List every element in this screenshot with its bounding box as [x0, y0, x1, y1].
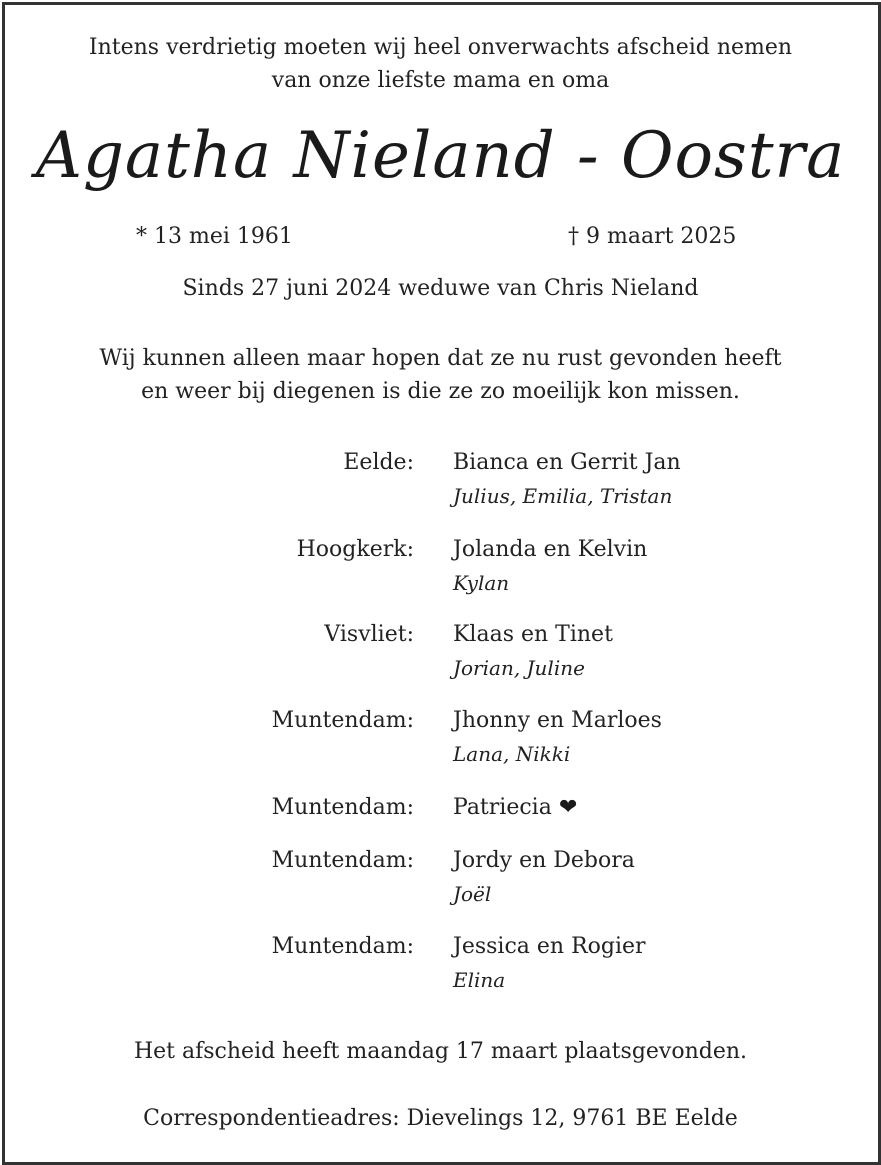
family-children: Lana, Nikki	[453, 742, 571, 766]
quote-line-1: Wij kunnen alleen maar hopen dat ze nu rust gevonden heeft	[99, 346, 782, 371]
family-children: Elina	[453, 968, 506, 992]
family-names: Jessica en Rogier	[453, 934, 646, 959]
family-entry	[0, 791, 881, 827]
quote-line-2: en weer bij diegenen is die ze zo moeilijk kon missen.	[141, 379, 740, 404]
family-place: Muntendam:	[271, 795, 414, 820]
birth-date: * 13 mei 1961	[136, 224, 293, 249]
heart-icon: ❤	[558, 795, 578, 820]
intro-line-1: Intens verdrietig moeten wij heel onverwachts afscheid nemen	[88, 35, 793, 60]
family-children: Joël	[453, 882, 492, 906]
intro-text	[0, 31, 881, 97]
family-entry	[0, 844, 881, 914]
family-place: Eelde:	[343, 450, 414, 475]
family-entry	[0, 446, 881, 516]
family-children: Jorian, Juline	[453, 656, 585, 680]
family-names: Bianca en Gerrit Jan	[453, 450, 681, 475]
family-entry	[0, 704, 881, 774]
family-place: Muntendam:	[271, 848, 414, 873]
family-names: Klaas en Tinet	[453, 622, 613, 647]
family-children: Julius, Emilia, Tristan	[453, 484, 673, 508]
widow-line: Sinds 27 juni 2024 weduwe van Chris Nieland	[182, 276, 699, 301]
family-place: Muntendam:	[271, 934, 414, 959]
family-place: Hoogkerk:	[296, 537, 414, 562]
family-entry	[0, 930, 881, 1000]
family-names	[453, 791, 577, 825]
family-place: Visvliet:	[324, 622, 414, 647]
correspondence-address: Correspondentieadres: Dievelings 12, 9761 BE Eelde	[143, 1106, 738, 1131]
intro-line-2: van onze liefste mama en oma	[271, 68, 610, 93]
family-names-text: Patriecia	[453, 795, 552, 820]
family-names: Jordy en Debora	[453, 848, 635, 873]
family-children: Kylan	[453, 571, 510, 595]
deceased-name: Agatha Nieland - Oostra	[35, 119, 846, 193]
family-names: Jhonny en Marloes	[453, 708, 662, 733]
family-entry	[0, 533, 881, 603]
quote-text	[0, 342, 881, 408]
death-date: † 9 maart 2025	[568, 224, 737, 249]
farewell-text: Het afscheid heeft maandag 17 maart plaatsgevonden.	[133, 1039, 748, 1064]
family-entry	[0, 618, 881, 688]
family-names: Jolanda en Kelvin	[453, 537, 648, 562]
family-place: Muntendam:	[271, 708, 414, 733]
